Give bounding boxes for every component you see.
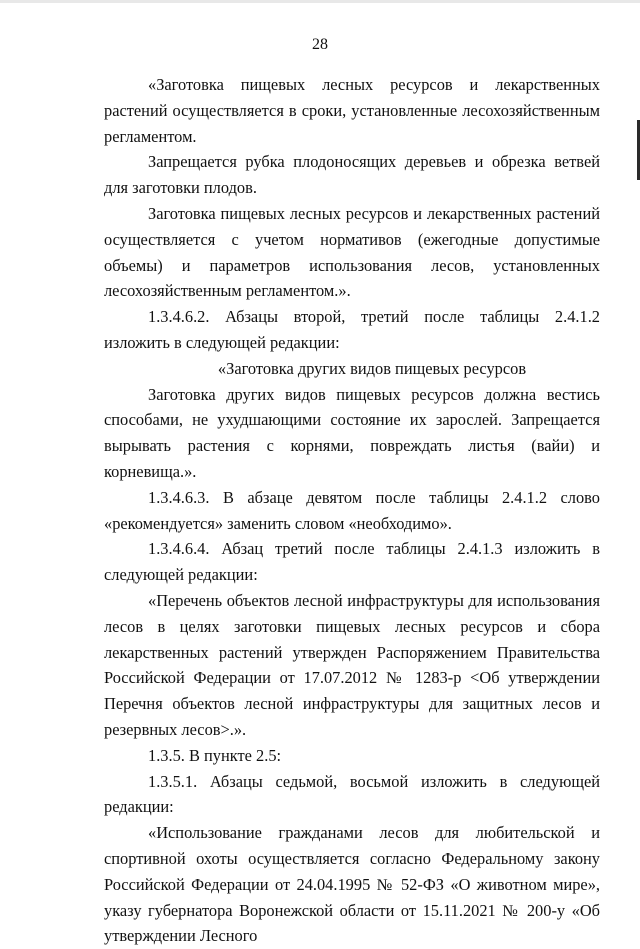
paragraph-3: Заготовка пищевых лесных ресурсов и лекарственных растений осуществляется с учетом нормативов (ежегодные допустимые объемы) и параметров использования лесов, установленных лесохозяйственным регламентом.».: [104, 203, 600, 301]
document-body: [104, 72, 600, 949]
paragraph-11: 1.3.5.1. Абзацы седьмой, восьмой изложить в следующей редакции:: [104, 771, 600, 817]
paragraph-12: «Использование гражданами лесов для любительской и спортивной охоты осуществляется согласно Федеральному закону Российской Федерации от 24.04.1995 № 52-ФЗ «О животном мире», указу губернатора Воронежской области от 15.11.2021 № 200-у «Об утверждении Лесного: [104, 823, 600, 946]
page-top-edge: [0, 0, 640, 3]
paragraph-4: 1.3.4.6.2. Абзацы второй, третий после таблицы 2.4.1.2 изложить в следующей редакции:: [104, 307, 600, 352]
page-number: 28: [312, 36, 328, 53]
paragraph-2: Запрещается рубка плодоносящих деревьев и обрезка ветвей для заготовки плодов.: [104, 152, 600, 198]
section-heading: «Заготовка других видов пищевых ресурсов: [217, 358, 527, 378]
paragraph-1: «Заготовка пищевых лесных ресурсов и лекарственных растений осуществляется в сроки, установленные лесохозяйственным регламентом.: [104, 75, 600, 146]
paragraph-6: Заготовка других видов пищевых ресурсов должна вестись способами, не ухудшающими состояние их зарослей. Запрещается вырывать растения с корнями, повреждать листья (вайи) и корневища.».: [104, 384, 600, 481]
paragraph-7: 1.3.4.6.3. В абзаце девятом после таблицы 2.4.1.2 слово «рекомендуется» заменить словом «необходимо».: [104, 487, 600, 533]
paragraph-10: 1.3.5. В пункте 2.5:: [148, 745, 282, 765]
paragraph-8: 1.3.4.6.4. Абзац третий после таблицы 2.4.1.3 изложить в следующей редакции:: [104, 539, 600, 585]
paragraph-9: «Перечень объектов лесной инфраструктуры для использования лесов в целях заготовки пищевых лесных ресурсов и сбора лекарственных растений утвержден Распоряжением Правительства Российской Федерации от 17.07.2012 № 1283-р <Об утверждении Перечня объектов лесной инфраструктуры для защитных лесов и резервных лесов>.».: [104, 590, 600, 739]
